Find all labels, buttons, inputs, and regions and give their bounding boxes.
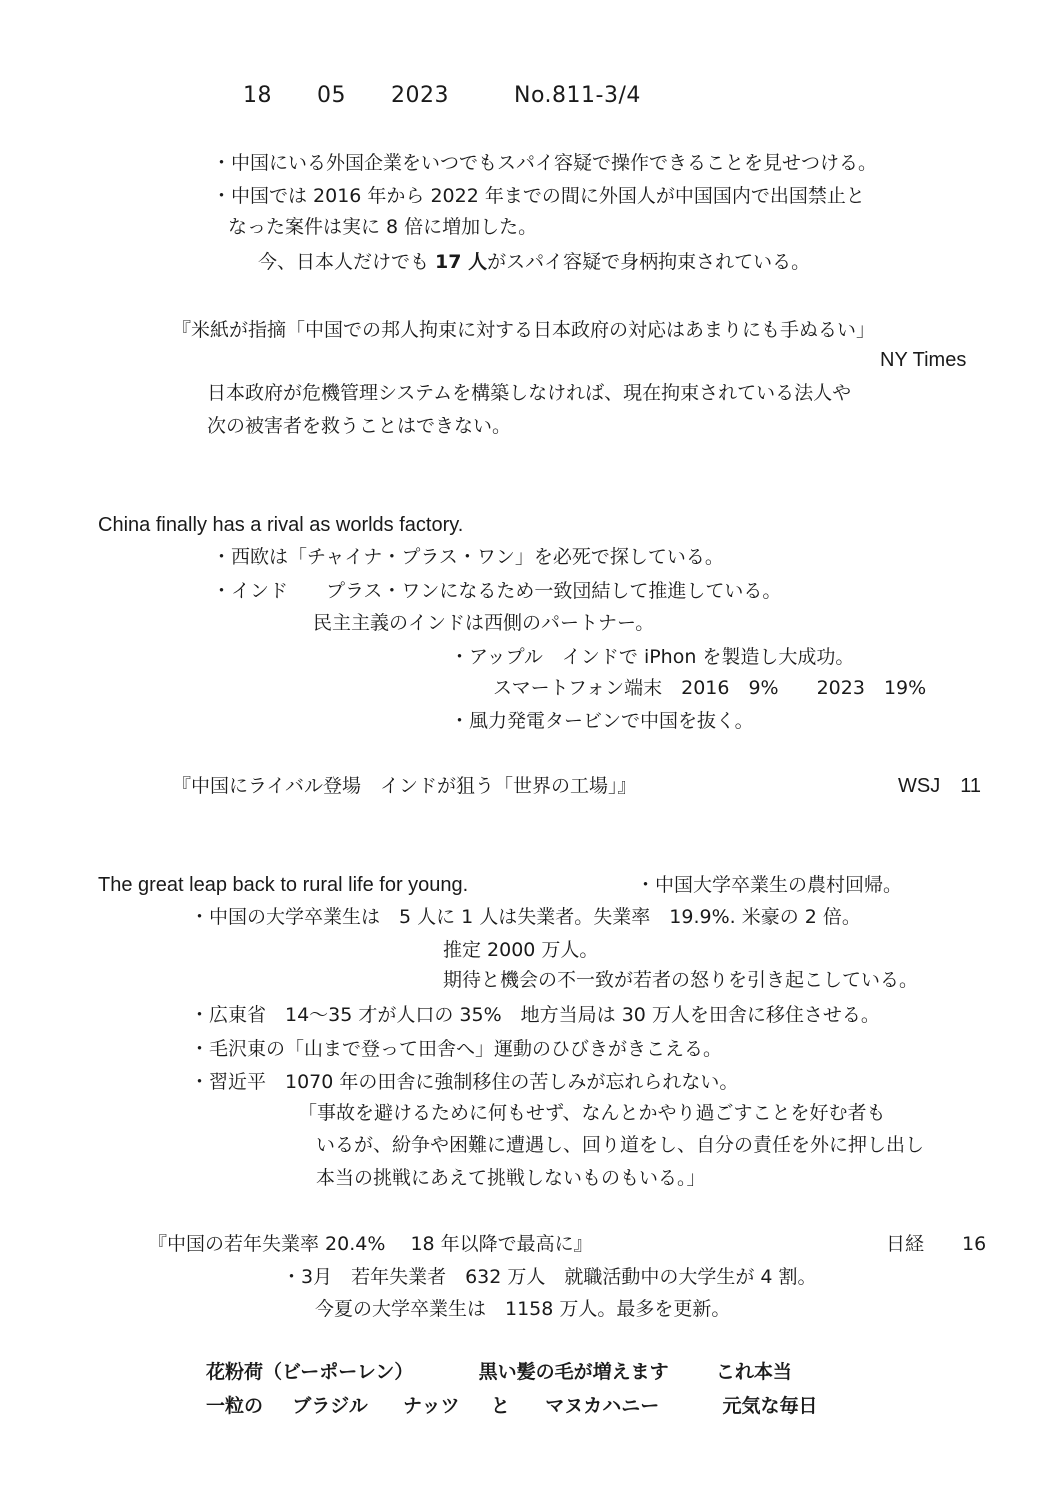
header-date	[243, 84, 641, 108]
header-day: 18	[243, 83, 272, 108]
s1-para-2: 次の被害者を救うことはできない。	[207, 415, 512, 437]
footer-r2-a: 一粒の	[206, 1395, 264, 1417]
footer-r2-f: 元気な毎日	[722, 1395, 818, 1417]
s3-quote-1: 「事故を避けるために何もせず、なんとかやり過ごすことを好む者も	[298, 1102, 886, 1124]
footer-claim: 黒い髪の毛が増えます	[478, 1361, 669, 1383]
s2-title: China finally has a rival as worlds factory.	[98, 514, 464, 536]
s3-note-1: ・3月 若年失業者 632 万人 就職活動中の大学生が 4 割。	[282, 1266, 817, 1288]
s3-title: The great leap back to rural life for young.	[98, 874, 469, 896]
s2-line-4: ・アップル インドで iPhon を製造し大成功。	[450, 646, 855, 668]
s3-bullet-2: ・広東省 14～35 才が人口の 35% 地方当局は 30 万人を田舎に移住させる。	[190, 1004, 880, 1026]
s2-line-3: 民主主義のインドは西側のパートナー。	[313, 612, 655, 634]
s1-source: NY Times	[880, 349, 967, 371]
s3-bullet-1b: 推定 2000 万人。	[443, 939, 599, 961]
footer-r2-d: と	[490, 1395, 510, 1417]
header-year: 2023	[391, 83, 449, 108]
s3-title-note: ・中国大学卒業生の農村回帰。	[636, 874, 903, 896]
s2-bullet-2: ・インド プラス・ワンになるため一致団結して推進している。	[212, 580, 782, 602]
s1-line-3-count: 17 人	[435, 251, 488, 273]
s3-quote-2: いるが、紛争や困難に遭遇し、回り道をし、自分の責任を外に押し出し	[316, 1134, 925, 1156]
s3-source: 日経 16	[886, 1233, 987, 1255]
header-issue: No.811-3/4	[514, 83, 641, 108]
s3-bullet-1: ・中国の大学卒業生は 5 人に 1 人は失業者。失業率 19.9%. 米豪の 2 倍。	[190, 906, 861, 928]
s1-bullet-1: ・中国にいる外国企業をいつでもスパイ容疑で操作できることを見せつける。	[212, 152, 878, 174]
footer-claim-note: これ本当	[715, 1361, 792, 1383]
s3-headline: 『中国の若年失業率 20.4% 18 年以降で最高に』	[148, 1233, 593, 1255]
header-month: 05	[317, 83, 346, 108]
s2-source: WSJ 11	[898, 775, 981, 797]
s1-para-1: 日本政府が危機管理システムを構築しなければ、現在拘束されている法人や	[207, 382, 852, 404]
footer-product-name: 花粉荷（ビーポーレン）	[206, 1361, 414, 1383]
s1-line-3	[258, 250, 810, 274]
s1-bullet-2-cont: なった案件は実に 8 倍に増加した。	[228, 216, 538, 238]
s2-line-5: スマートフォン端末 2016 9% 2023 19%	[493, 677, 927, 699]
footer-row-1	[206, 1360, 792, 1384]
s1-bullet-2: ・中国では 2016 年から 2022 年までの間に外国人が中国国内で出国禁止と	[212, 185, 865, 207]
footer-r2-b: ブラジル	[292, 1395, 368, 1417]
s3-bullet-4: ・習近平 1070 年の田舎に強制移住の苦しみが忘れられない。	[190, 1071, 739, 1093]
footer-row-2	[206, 1394, 817, 1418]
s2-bullet-1: ・西欧は「チャイナ・プラス・ワン」を必死で探している。	[212, 546, 724, 568]
s2-line-6: ・風力発電タービンで中国を抜く。	[450, 710, 754, 732]
footer-r2-e: マヌカハニー	[545, 1395, 660, 1417]
s3-bullet-1c: 期待と機会の不一致が若者の怒りを引き起こしている。	[443, 969, 919, 991]
footer-r2-c: ナッツ	[403, 1395, 460, 1417]
s2-headline: 『中国にライバル登場 インドが狙う「世界の工場」』	[172, 775, 637, 797]
s3-note-2: 今夏の大学卒業生は 1158 万人。最多を更新。	[315, 1298, 731, 1320]
s1-headline: 『米紙が指摘「中国での邦人拘束に対する日本政府の対応はあまりにも手ぬるい」	[172, 319, 876, 341]
s3-quote-3: 本当の挑戦にあえて挑戦しないものもいる。」	[316, 1167, 706, 1189]
s1-line-3a: 今、日本人だけでも	[258, 251, 436, 273]
s1-line-3c: がスパイ容疑で身柄拘束されている。	[487, 251, 811, 273]
s3-bullet-3: ・毛沢東の「山まで登って田舎へ」運動のひびきがきこえる。	[190, 1038, 723, 1060]
